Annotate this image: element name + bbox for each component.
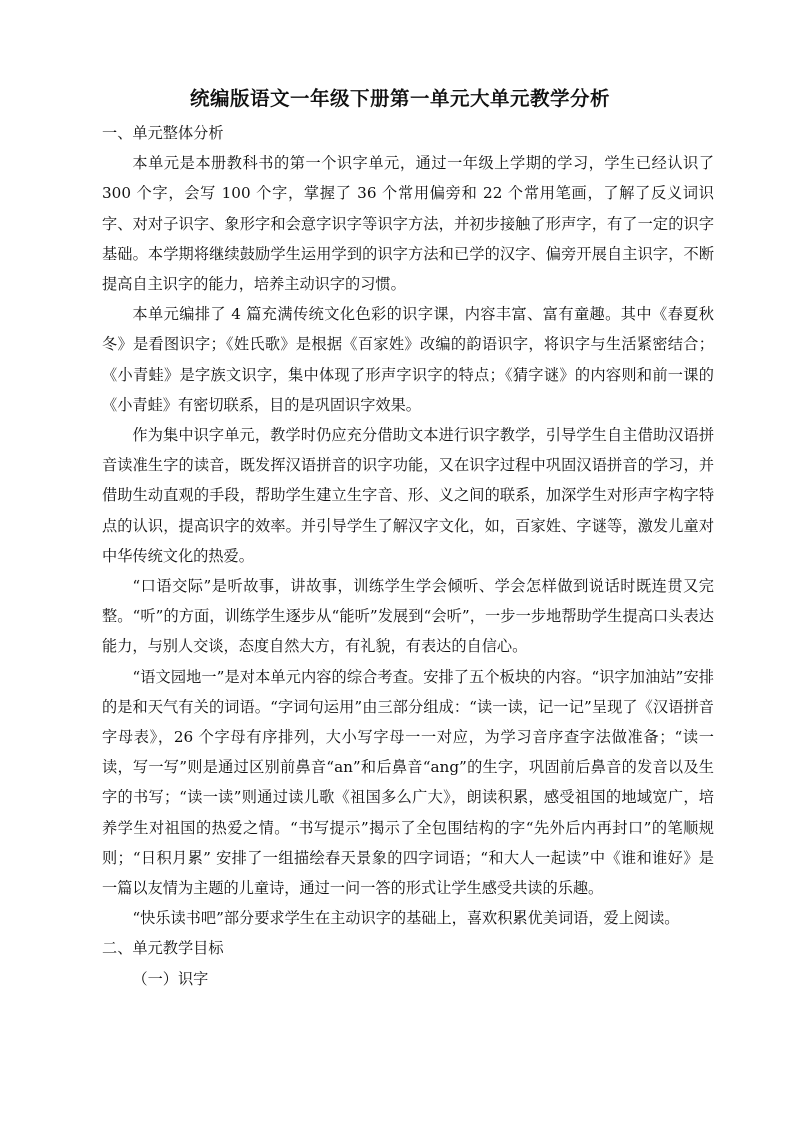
paragraph-lessons-overview: 本单元编排了 4 篇充满传统文化色彩的识字课，内容丰富、富有童趣。其中《春夏秋冬》是看图识字；《姓氏歌》是根据《百家姓》改编的韵语识字，将识字与生活紧密结合；《小青蛙》是字族文识字，集中体现了形声字识字的特点；《猜字谜》的内容则和前一课的《小青蛙》有密切联系，目的是巩固识字效果。 [102,305,714,414]
section-heading-teaching-goals: 二、单元教学目标 [102,939,224,958]
paragraph-unit-intro: 本单元是本册教科书的第一个识字单元，通过一年级上学期的学习，学生已经认识了 300 个字，会写 100 个字，掌握了 36 个常用偏旁和 22 个常用笔画，了解了反义词识字、对对子识字、象形字和会意字识字等识字方法，并初步接触了形声字，有了一定的识字基础。本学期将继续鼓励学生运用学到的识字方法和已学的汉字、偏旁开展自主识字，不断提高自主识字的能力，培养主动识字的习惯。 [102,154,714,294]
section-heading-overall-analysis: 一、单元整体分析 [102,124,224,142]
document-title: 统编版语文一年级下册第一单元大单元教学分析 [189,87,610,110]
document-body [102,118,714,994]
paragraph-oral-communication: “口语交际”是听故事，讲故事，训练学生学会倾听、学会怎样做到说话时既连贯又完整。“听”的方面，训练学生逐步从“能听”发展到“会听”，一步一步地帮助学生提高口头表达能力，与别人交谈，态度自然大方，有礼貌，有表达的自信心。 [102,577,714,656]
subsection-heading-literacy: （一）识字 [132,969,209,988]
paragraph-language-garden: “语文园地一”是对本单元内容的综合考查。安排了五个板块的内容。“识字加油站”安排的是和天气有关的词语。“字词句运用”由三部分组成：“读一读，记一记”呈现了《汉语拼音字母表》，26 个字母有序排列，大小写字母一一对应，为学习音序查字法做准备；“读一读，写一写”则是通过区别前鼻音“an”和后鼻音“ang”的生字，巩固前后鼻音的发音以及生字的书写；“读一读”则通过读儿歌《祖国多么广大》，朗读积累，感受祖国的地域宽广，培养学生对祖国的热爱之情。“书写提示”揭示了全包围结构的字“先外后内再封口”的笔顺规则；“日积月累” 安排了一组描绘春天景象的四字词语；“和大人一起读”中《谁和谁好》是一篇以友情为主题的儿童诗，通过一问一答的形式让学生感受共读的乐趣。 [102,667,714,898]
paragraph-happy-reading: “快乐读书吧”部分要求学生在主动识字的基础上，喜欢积累优美词语，爱上阅读。 [132,909,680,928]
paragraph-teaching-approach: 作为集中识字单元，教学时仍应充分借助文本进行识字教学，引导学生自主借助汉语拼音读准生字的读音，既发挥汉语拼音的识字功能，又在识字过程中巩固汉语拼音的学习，并借助生动直观的手段，帮助学生建立生字音、形、义之间的联系，加深学生对形声字构字特点的认识，提高识字的效率。并引导学生了解汉字文化，如，百家姓、字谜等，激发儿童对中华传统文化的热爱。 [102,426,714,565]
